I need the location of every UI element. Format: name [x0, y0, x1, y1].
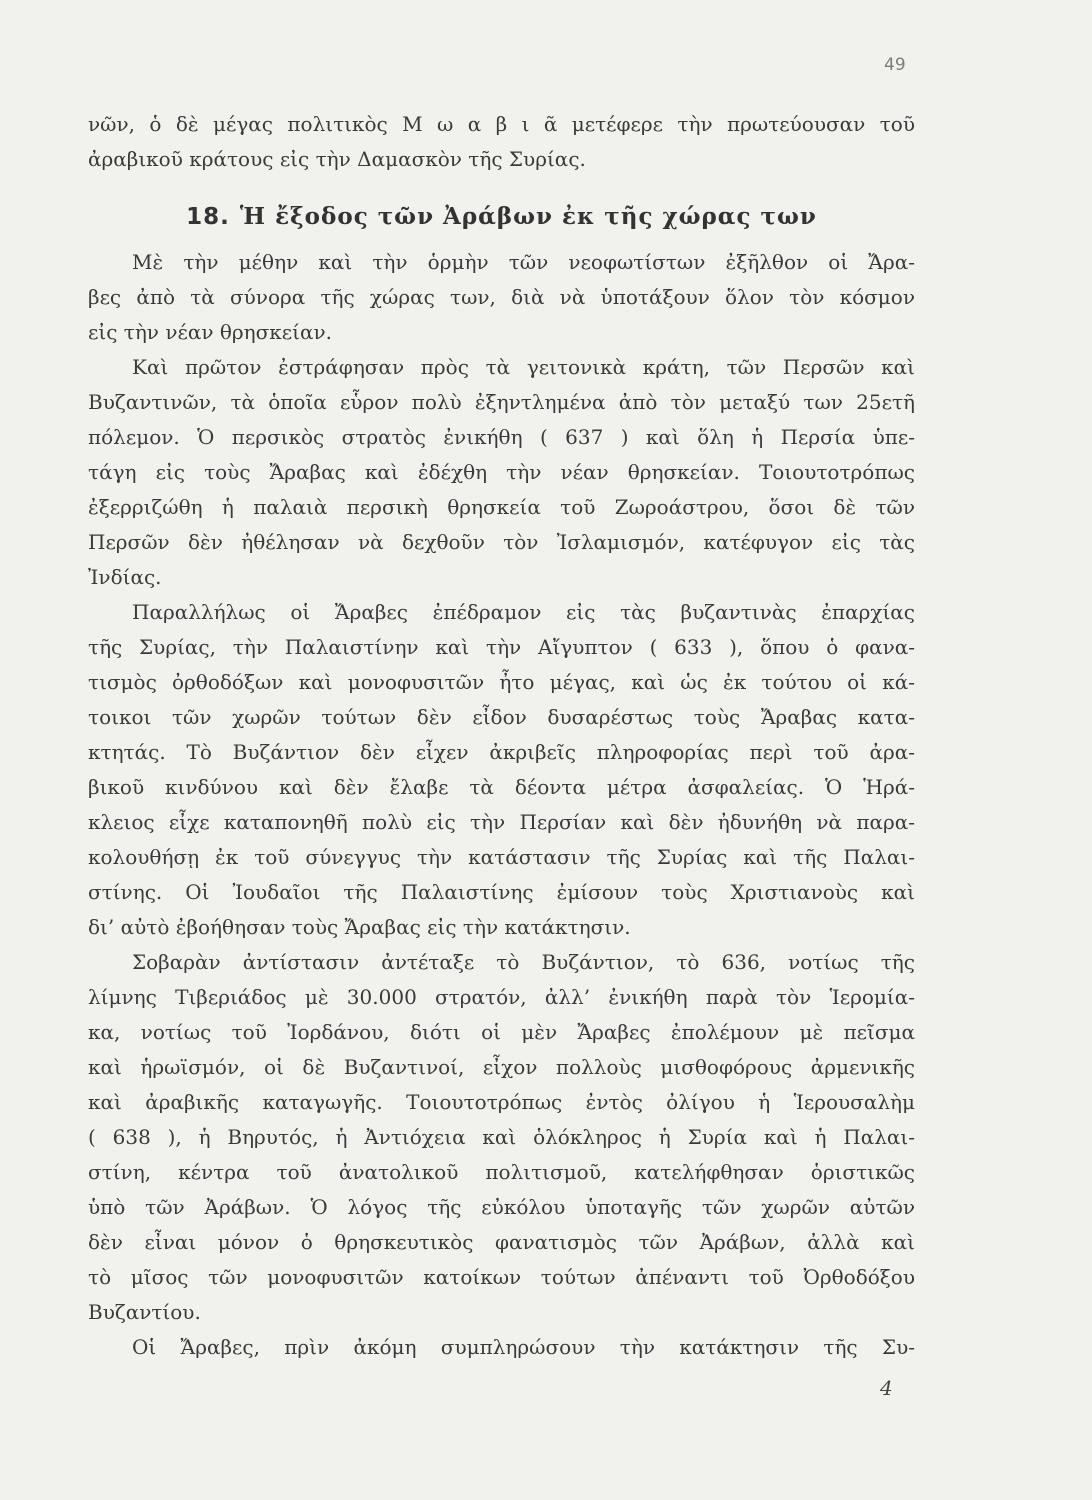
text-line: τὸ μῖσος τῶν μονοφυσιτῶν κατοίκων τούτων ἀπέναντι τοῦ Ὀρθοδόξου [88, 1265, 915, 1289]
text-line: εἰς τὴν νέαν θρησκείαν. [88, 320, 333, 344]
section-heading [88, 199, 915, 234]
text-line: Καὶ πρῶτον ἐστράφησαν πρὸς τὰ γειτονικὰ κράτη, τῶν Περσῶν καὶ [132, 355, 915, 379]
text-line: δι’ αὐτὸ ἐβοήθησαν τοὺς Ἄραβας εἰς τὴν κατάκτησιν. [88, 915, 631, 939]
paragraph [88, 350, 915, 595]
text-line: ὑπὸ τῶν Ἀράβων. Ὁ λόγος τῆς εὐκόλου ὑποταγῆς τῶν χωρῶν αὐτῶν [88, 1195, 915, 1219]
text-line: Μὲ τὴν μέθην καὶ τὴν ὁρμὴν τῶν νεοφωτίστων ἐξῆλθον οἱ Ἄρα- [132, 250, 915, 274]
text-line: κολουθήσῃ ἐκ τοῦ σύνεγγυς τὴν κατάστασιν τῆς Συρίας καὶ τῆς Παλαι- [88, 845, 915, 869]
text-line: δὲν εἶναι μόνον ὁ θρησκευτικὸς φανατισμὸς τῶν Ἀράβων, ἀλλὰ καὶ [88, 1230, 915, 1254]
text-line: κλειος εἶχε καταπονηθῆ πολὺ εἰς τὴν Περσίαν καὶ δὲν ἠδυνήθη νὰ παρα- [88, 810, 915, 834]
text-line: Παραλλήλως οἱ Ἄραβες ἐπέδραμον εἰς τὰς βυζαντινὰς ἐπαρχίας [132, 600, 915, 624]
text-line: Βυζαντίου. [88, 1300, 201, 1324]
text-line: στίνης. Οἱ Ἰουδαῖοι τῆς Παλαιστίνης ἐμίσουν τοὺς Χριστιανοὺς καὶ [88, 880, 915, 904]
page-number: 49 [884, 55, 906, 75]
text-line: Περσῶν δὲν ἠθέλησαν νὰ δεχθοῦν τὸν Ἰσλαμισμόν, κατέφυγον εἰς τὰς [88, 530, 915, 554]
text-line: Βυζαντινῶν, τὰ ὁποῖα εὗρον πολὺ ἐξηντλημένα ἀπὸ τὸν μεταξύ των 25ετῆ [88, 390, 915, 414]
text-line: ( 638 ), ἡ Βηρυτός, ἡ Ἀντιόχεια καὶ ὁλόκληρος ἡ Συρία καὶ ἡ Παλαι- [88, 1125, 915, 1149]
paragraph [88, 1330, 915, 1365]
signature-mark: 4 [880, 1376, 893, 1400]
paragraph [88, 595, 915, 945]
section-number: 18. [186, 204, 230, 230]
text-line: ἀραβικοῦ κράτους εἰς τὴν Δαμασκὸν τῆς Συρίας. [88, 147, 586, 171]
paragraph [88, 945, 915, 1330]
text-line: πόλεμον. Ὁ περσικὸς στρατὸς ἐνικήθη ( 637 ) καὶ ὅλη ἡ Περσία ὑπε- [88, 425, 915, 449]
text-line: Σοβαρὰν ἀντίστασιν ἀντέταξε τὸ Βυζάντιον, τὸ 636, νοτίως τῆς [132, 950, 915, 974]
text-line: καὶ ἀραβικῆς καταγωγῆς. Τοιουτοτρόπως ἐντὸς ὀλίγου ἡ Ἱερουσαλὴμ [88, 1090, 915, 1114]
text-line: Ἰνδίας. [88, 565, 162, 589]
text-line: Οἱ Ἄραβες, πρὶν ἀκόμη συμπληρώσουν τὴν κατάκτησιν τῆς Συ- [132, 1335, 915, 1359]
text-line: τάγη εἰς τοὺς Ἄραβας καὶ ἐδέχθη τὴν νέαν θρησκείαν. Τοιουτοτρόπως [88, 460, 915, 484]
text-line: στίνη, κέντρα τοῦ ἀνατολικοῦ πολιτισμοῦ, κατελήφθησαν ὁριστικῶς [88, 1160, 915, 1184]
text-line: τοικοι τῶν χωρῶν τούτων δὲν εἶδον δυσαρέστως τοὺς Ἄραβας κατα- [88, 705, 915, 729]
text-line: τῆς Συρίας, τὴν Παλαιστίνην καὶ τὴν Αἴγυπτον ( 633 ), ὅπου ὁ φανα- [88, 635, 915, 659]
text-line: βικοῦ κινδύνου καὶ δὲν ἔλαβε τὰ δέοντα μέτρα ἀσφαλείας. Ὁ Ἡρά- [88, 775, 915, 799]
text-line: κα, νοτίως τοῦ Ἰορδάνου, διότι οἱ μὲν Ἄραβες ἐπολέμουν μὲ πεῖσμα [88, 1020, 915, 1044]
text-line: καὶ ἡρωϊσμόν, οἱ δὲ Βυζαντινοί, εἶχον πολλοὺς μισθοφόρους ἀρμενικῆς [88, 1055, 915, 1079]
paragraph [88, 245, 915, 350]
paragraph [88, 107, 915, 177]
text-line: νῶν, ὁ δὲ μέγας πολιτικὸς Μ ω α β ι ᾶ μετέφερε τὴν πρωτεύουσαν τοῦ [88, 112, 915, 136]
text-line: κτητάς. Τὸ Βυζάντιον δὲν εἶχεν ἀκριβεῖς πληροφορίας περὶ τοῦ ἀρα- [88, 740, 915, 764]
text-line: λίμνης Τιβεριάδος μὲ 30.000 στρατόν, ἀλλ’ ἐνικήθη παρὰ τὸν Ἱερομία- [88, 985, 915, 1009]
text-line: βες ἀπὸ τὰ σύνορα τῆς χώρας των, διὰ νὰ ὑποτάξουν ὅλον τὸν κόσμον [88, 285, 915, 309]
section-title: Ἡ ἔξοδος τῶν Ἀράβων ἐκ τῆς χώρας των [239, 203, 817, 230]
body-text [88, 107, 915, 1365]
text-line: τισμὸς ὀρθοδόξων καὶ μονοφυσιτῶν ἦτο μέγας, καὶ ὡς ἐκ τούτου οἱ κά- [88, 670, 915, 694]
text-line: ἐξερριζώθη ἡ παλαιὰ περσικὴ θρησκεία τοῦ Ζωροάστρου, ὅσοι δὲ τῶν [88, 495, 915, 519]
